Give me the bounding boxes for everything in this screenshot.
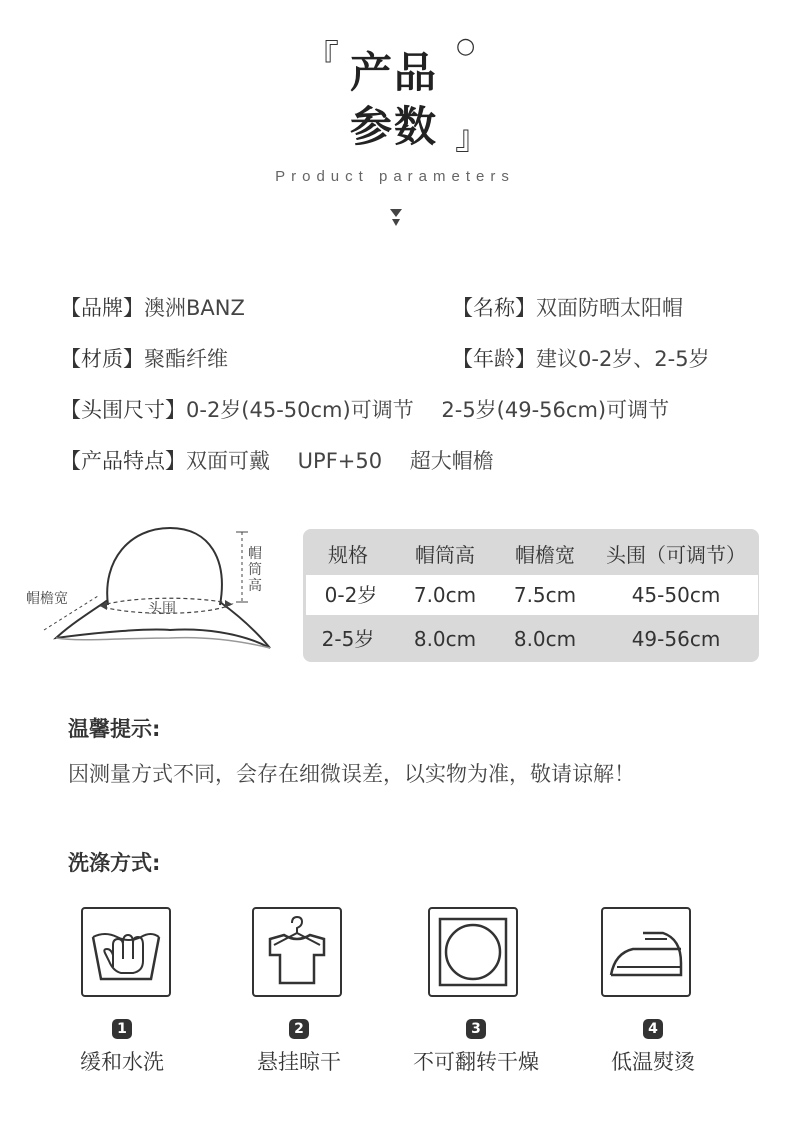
- spec-age-key: 【年龄】: [452, 347, 536, 371]
- spec-brand: [60, 292, 245, 322]
- wash-step-number: 4: [643, 1019, 663, 1039]
- table-cell: 2-5岁: [321, 627, 375, 651]
- double-arrow-down-icon: [388, 207, 404, 229]
- table-row: [303, 619, 759, 659]
- table-cell: 45-50cm: [631, 583, 721, 607]
- tips-title: 温馨提示:: [68, 717, 161, 741]
- spec-head-size-key: 【头围尺寸】: [60, 398, 186, 422]
- wash-step-number: 3: [466, 1019, 486, 1039]
- spec-material: [60, 343, 228, 373]
- table-header-cell: 帽檐宽: [515, 543, 575, 567]
- table-header-cell: 规格: [328, 543, 368, 567]
- tumble-dry-icon: [428, 907, 518, 997]
- hang-dry-icon: [252, 907, 342, 997]
- wash-step-label: 缓和水洗: [80, 1050, 164, 1074]
- hat-circumference-label: 头围: [148, 601, 176, 617]
- wash-step-label: 低温熨烫: [611, 1050, 695, 1074]
- table-header-cell: 头围（可调节）: [606, 543, 746, 567]
- wash-title: 洗涤方式:: [68, 851, 161, 875]
- spec-name-value: 双面防晒太阳帽: [536, 296, 683, 320]
- hat-brim-label: 帽檐宽: [26, 591, 68, 607]
- table-cell: 7.0cm: [413, 583, 477, 607]
- hat-diagram: [20, 520, 280, 665]
- hand-wash-icon: [81, 907, 171, 997]
- spec-brand-key: 【品牌】: [60, 296, 144, 320]
- spec-features-value: 双面可戴 UPF+50 超大帽檐: [186, 449, 494, 473]
- table-cell: 8.0cm: [413, 627, 477, 651]
- spec-name-key: 【名称】: [452, 296, 536, 320]
- hat-height-label: 帽筒高: [248, 546, 262, 594]
- spec-name: [452, 292, 683, 322]
- table-row: [306, 575, 758, 615]
- page-title-line2: 参数: [350, 102, 439, 151]
- page-subtitle: Product parameters: [275, 168, 515, 185]
- table-cell: 49-56cm: [631, 627, 721, 651]
- spec-material-value: 聚酯纤维: [144, 347, 228, 371]
- spec-head-size: [60, 394, 669, 424]
- table-header-cell: 帽筒高: [415, 543, 475, 567]
- size-table: [303, 529, 759, 662]
- spec-features: [60, 445, 494, 475]
- tips-text: 因测量方式不同，会存在细微误差，以实物为准，敬请谅解！: [68, 762, 635, 786]
- wash-step-label: 悬挂晾干: [257, 1050, 341, 1074]
- spec-age-value: 建议0-2岁、2-5岁: [536, 347, 710, 371]
- open-bracket: 『: [305, 38, 339, 78]
- spec-material-key: 【材质】: [60, 347, 144, 371]
- table-cell: 0-2岁: [324, 583, 378, 607]
- close-bracket: 』: [455, 118, 489, 158]
- table-cell: 8.0cm: [513, 627, 577, 651]
- table-header-row: [303, 535, 759, 575]
- spec-features-key: 【产品特点】: [60, 449, 186, 473]
- spec-head-size-value: 0-2岁(45-50cm)可调节 2-5岁(49-56cm)可调节: [186, 398, 670, 422]
- low-iron-icon: [601, 907, 691, 997]
- wash-step-number: 1: [112, 1019, 132, 1039]
- page-title-line1: 产品: [350, 48, 439, 97]
- wash-step-number: 2: [289, 1019, 309, 1039]
- table-cell: 7.5cm: [513, 583, 577, 607]
- circle-mark: ○: [456, 34, 476, 59]
- spec-age: [452, 343, 710, 373]
- spec-brand-value: 澳洲BANZ: [144, 296, 245, 320]
- wash-step-label: 不可翻转干燥: [413, 1050, 539, 1074]
